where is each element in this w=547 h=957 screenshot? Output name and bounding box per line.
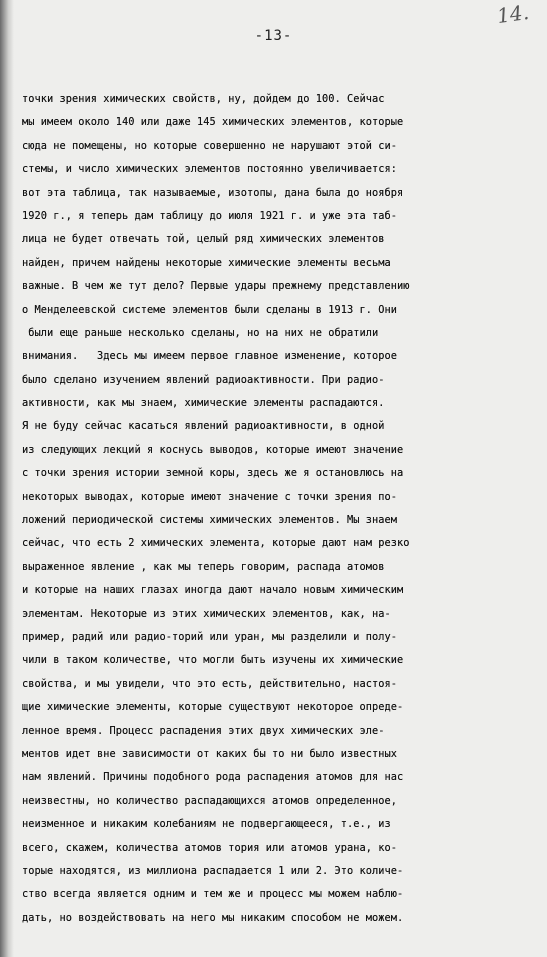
text-line: активности, как мы знаем, химические элементы распадаются. (22, 397, 385, 410)
text-line: найден, причем найдены некоторые химические элементы весьма (22, 256, 391, 269)
text-line: с точки зрения истории земной коры, здесь же я остановлюсь на (22, 467, 404, 480)
text-line: мы имеем около 140 или даже 145 химических элементов, которые (22, 116, 404, 129)
text-line: нам явлений. Причины подобного рода распадения атомов для нас (22, 771, 404, 784)
text-line: пример, радий или радио-торий или уран, мы разделили и полу- (22, 630, 397, 643)
text-line: ленное время. Процесс распадения этих двух химических эле- (22, 724, 385, 737)
text-line: внимания. Здесь мы имеем первое главное изменение, которое (22, 350, 397, 363)
text-line: элементам. Некоторые из этих химических элементов, как, на- (22, 607, 391, 620)
text-line: щие химические элементы, которые существуют некоторое опреде- (22, 701, 404, 714)
text-line: точки зрения химических свойств, ну, дойдем до 100. Сейчас (22, 93, 385, 105)
text-line: дать, но воздействовать на него мы никаким способом не можем. (22, 911, 404, 924)
text-line: ложений периодической системы химических элементов. Мы знаем (22, 514, 397, 527)
text-line: были еще раньше несколько сделаны, но на них не обратили (22, 326, 379, 339)
handwritten-page-mark: 14. (495, 0, 531, 29)
text-line: из следующих лекций я коснусь выводов, которые имеют значение (22, 443, 404, 456)
text-line: неизменное и никаким колебаниям не подвергающееся, т.е., из (22, 818, 391, 831)
text-line: выраженное явление , как мы теперь говорим, распада атомов (22, 560, 385, 573)
text-line: стемы, и число химических элементов постоянно увеличивается: (22, 163, 397, 176)
text-line: некоторых выводах, которые имеют значение с точки зрения по- (22, 490, 397, 503)
text-line: было сделано изучением явлений радиоактивности. При радио- (22, 373, 385, 386)
text-line: и которые на наших глазах иногда дают начало новым химическим (22, 584, 404, 597)
typed-body-text (22, 88, 532, 930)
text-line: всего, скажем, количества атомов тория или атомов урана, ко- (22, 841, 397, 854)
text-line: сейчас, что есть 2 химических элемента, которые дают нам резко (22, 537, 410, 550)
text-line: лица не будет отвечать той, целый ряд химических элементов (22, 233, 385, 246)
page-number: -13- (254, 28, 293, 44)
text-line: вот эта таблица, так называемые, изотопы, дана была до ноября (22, 186, 404, 199)
text-line: свойства, и мы увидели, что это есть, действительно, настоя- (22, 677, 397, 690)
text-line: о Менделеевской системе элементов были сделаны в 1913 г. Они (22, 303, 397, 316)
text-line: ство всегда является одним и тем же и процесс мы можем наблю- (22, 888, 404, 901)
text-line: неизвестны, но количество распадающихся атомов определенное, (22, 794, 397, 807)
text-line: торые находятся, из миллиона распадается 1 или 2. Это количе- (22, 864, 404, 877)
text-line: важные. В чем же тут дело? Первые удары прежнему представлению (22, 280, 410, 293)
text-line: 1920 г., я теперь дам таблицу до июля 1921 г. и уже эта таб- (22, 209, 397, 222)
text-line: сюда не помещены, но которые совершенно не нарушают этой си- (22, 139, 397, 152)
text-line: ментов идет вне зависимости от каких бы то ни было известных (22, 747, 397, 760)
text-line: чили в таком количестве, что могли быть изучены их химические (22, 654, 404, 667)
text-line: Я не буду сейчас касаться явлений радиоактивности, в одной (22, 420, 385, 433)
